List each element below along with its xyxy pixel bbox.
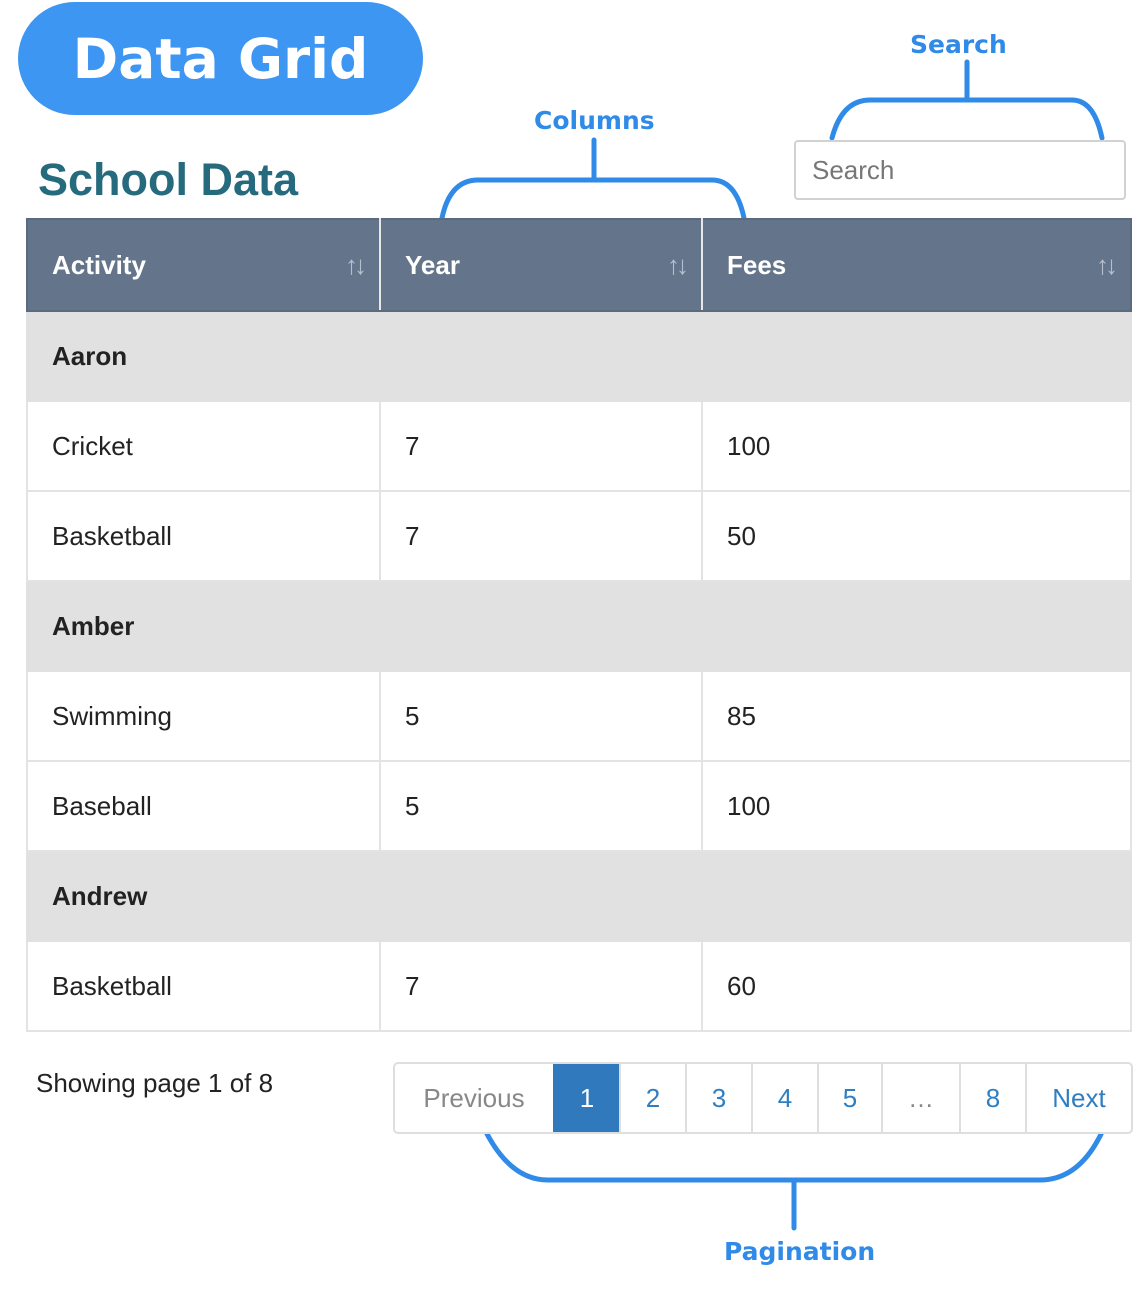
search-input[interactable] [794,140,1126,200]
columns-bracket [442,180,744,218]
cell-fees: 85 [702,671,1131,761]
cell-year: 7 [380,401,702,491]
subheading-label: Aaron [27,311,1131,401]
page-button-1[interactable]: 1 [553,1064,619,1132]
cell-activity: Swimming [27,671,380,761]
page-button-2[interactable]: 2 [619,1064,685,1132]
cell-activity: Basketball [27,941,380,1031]
table-row[interactable] [27,941,1131,1031]
sort-icon[interactable]: ↑↓ [345,250,363,280]
subheading-row [27,851,1131,941]
annotation-columns-label: Columns [534,106,655,135]
column-header-label: Fees [727,249,787,280]
annotation-pagination-label: Pagination [724,1237,876,1266]
page-button-8[interactable]: 8 [959,1064,1025,1132]
table-row[interactable] [27,491,1131,581]
table-row[interactable] [27,671,1131,761]
cell-fees: 60 [702,941,1131,1031]
data-grid-table [26,218,1132,1032]
column-header-year[interactable] [380,219,702,311]
annotation-search-label: Search [910,30,1007,59]
sort-icon[interactable]: ↑↓ [1096,250,1114,280]
cell-fees: 50 [702,491,1131,581]
column-header-fees[interactable] [702,219,1131,311]
subheading-row [27,581,1131,671]
pagination-bracket [485,1130,1103,1180]
column-header-label: Year [405,249,460,280]
banner-title: Data Grid [72,26,369,91]
header-row [27,219,1131,311]
search-bracket [832,100,1102,138]
cell-year: 7 [380,941,702,1031]
pagination [393,1062,1133,1134]
subheading-label: Andrew [27,851,1131,941]
subheading-row [27,311,1131,401]
cell-year: 7 [380,491,702,581]
column-header-activity[interactable] [27,219,380,311]
cell-activity: Baseball [27,761,380,851]
table-row[interactable] [27,761,1131,851]
cell-activity: Basketball [27,491,380,581]
page-button-4[interactable]: 4 [751,1064,817,1132]
cell-fees: 100 [702,401,1131,491]
cell-activity: Cricket [27,401,380,491]
pagination-status: Showing page 1 of 8 [36,1068,274,1098]
next-button[interactable]: Next [1025,1064,1131,1132]
subheading-label: Amber [27,581,1131,671]
cell-year: 5 [380,671,702,761]
page-ellipsis: … [881,1064,959,1132]
cell-year: 5 [380,761,702,851]
page-button-3[interactable]: 3 [685,1064,751,1132]
column-header-label: Activity [52,249,146,280]
previous-button[interactable]: Previous [423,1082,525,1113]
page-title: School Data [38,154,299,205]
cell-fees: 100 [702,761,1131,851]
table-row[interactable] [27,401,1131,491]
page-button-5[interactable]: 5 [817,1064,881,1132]
sort-icon[interactable]: ↑↓ [667,250,685,280]
